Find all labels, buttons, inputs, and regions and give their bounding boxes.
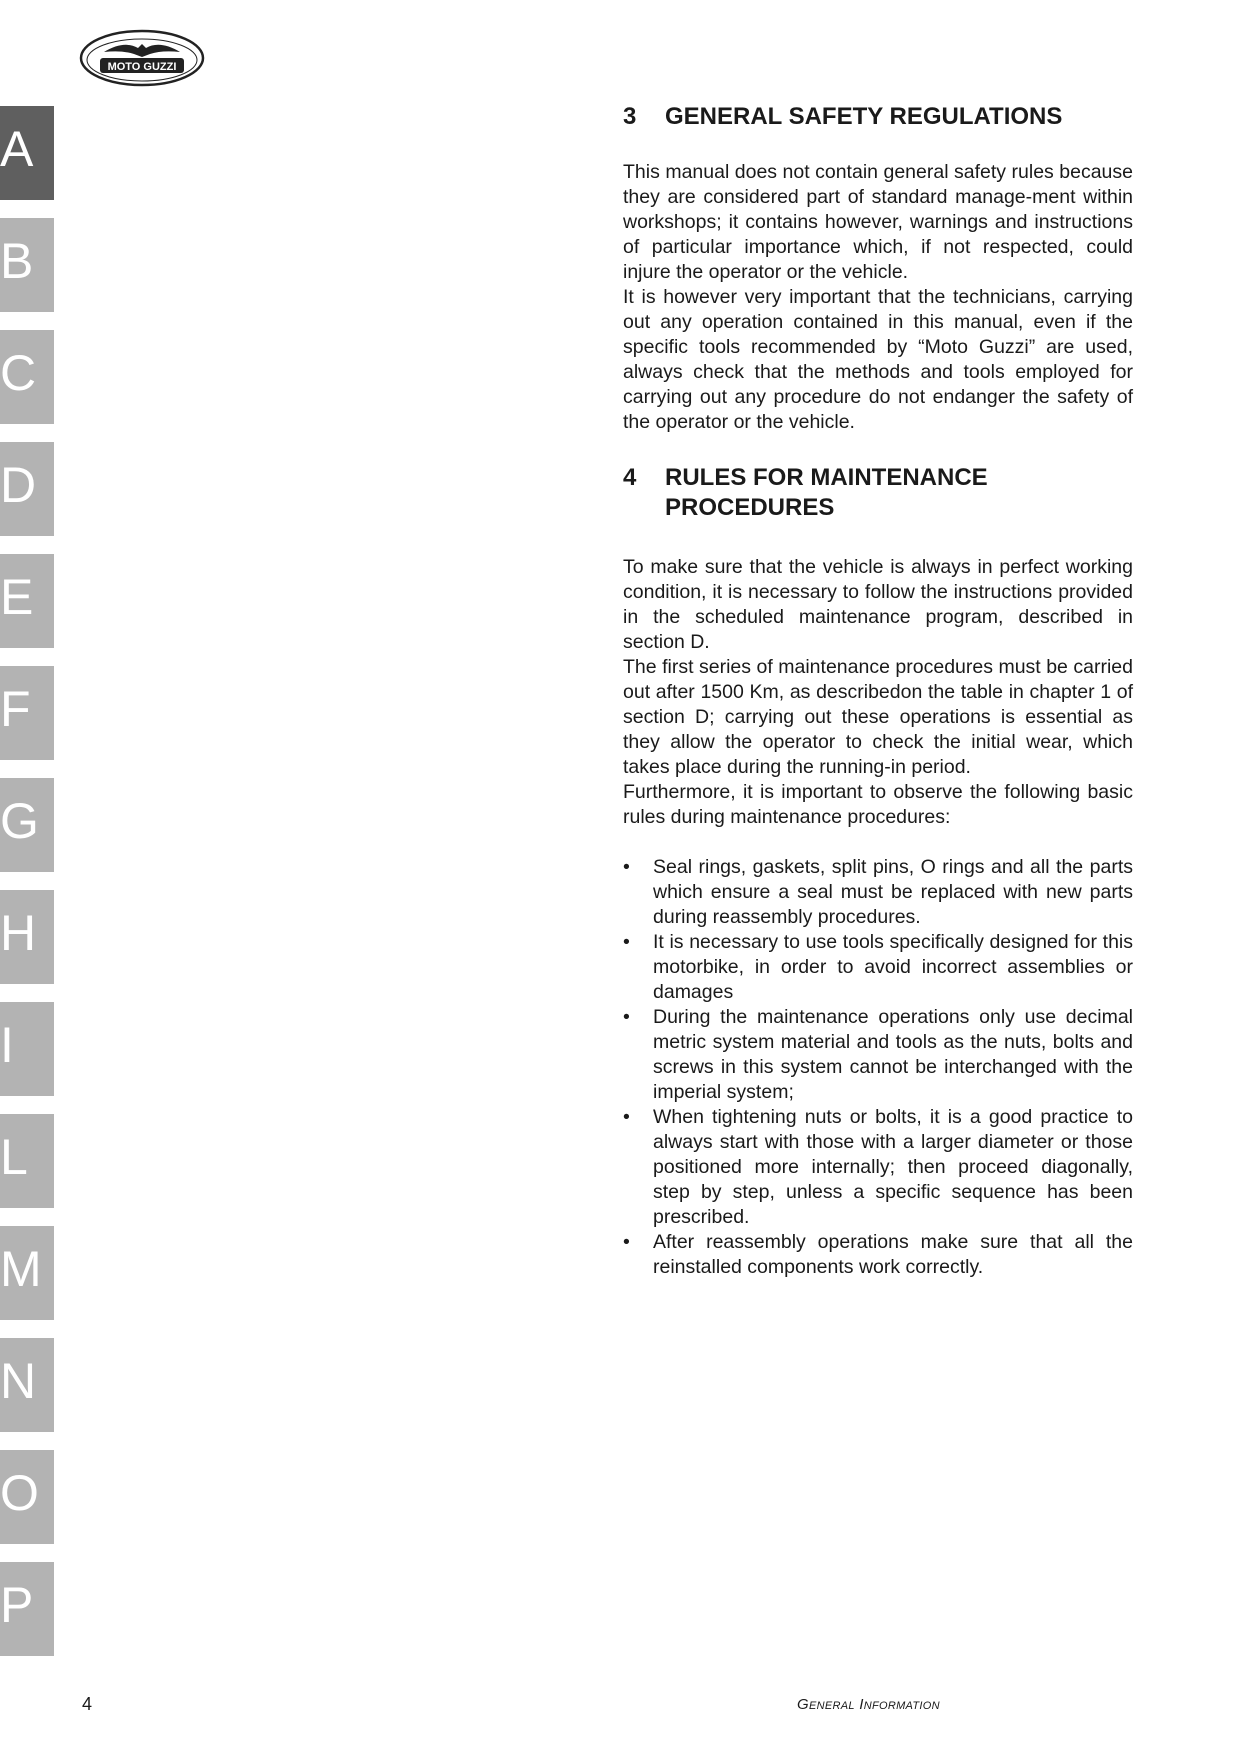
section-tab-e[interactable]: E bbox=[0, 554, 54, 648]
section-heading-maintenance bbox=[623, 463, 1133, 523]
section-tab-a[interactable]: A bbox=[0, 106, 54, 200]
section-tab-b[interactable]: B bbox=[0, 218, 54, 312]
section-tab-i[interactable]: I bbox=[0, 1002, 54, 1096]
logo-text: MOTO GUZZI bbox=[107, 61, 177, 73]
list-item: • When tightening nuts or bolts, it is a good practice to always start with those with a larger diameter or those positioned more internally; then proceed diagonally, step by step, unless a specific sequence has been prescribed. bbox=[623, 1105, 1133, 1230]
list-item: • Seal rings, gaskets, split pins, O rings and all the parts which ensure a seal must be replaced with new parts during reassembly procedures. bbox=[623, 855, 1133, 930]
page-number: 4 bbox=[82, 1694, 93, 1714]
section-tab-l[interactable]: L bbox=[0, 1114, 54, 1208]
section-tab-p[interactable]: P bbox=[0, 1562, 54, 1656]
paragraph: Furthermore, it is important to observe the following basic rules during maintenance procedures: bbox=[623, 781, 1133, 828]
paragraph: It is however very important that the technicians, carrying out any operation contained in this manual, even if the specific tools recommended by “Moto Guzzi” are used, always check that the methods and tools employed for carrying out any procedure do not endanger the safety of the operator or the vehicle. bbox=[623, 286, 1133, 433]
list-item: • After reassembly operations make sure that all the reinstalled components work correctly. bbox=[623, 1230, 1133, 1280]
paragraph: The first series of maintenance procedures must be carried out after 1500 Km, as describedon the table in chapter 1 of section D; carrying out these operations is essential as they allow the operator to check the initial wear, which takes place during the running-in period. bbox=[623, 656, 1133, 778]
section-tab-n[interactable]: N bbox=[0, 1338, 54, 1432]
main-content bbox=[623, 102, 1133, 1280]
paragraph: This manual does not contain general safety rules because they are considered part of standard manage-ment within workshops; it contains however, warnings and instructions of particular importance which, if not respected, could injure the operator or the vehicle. bbox=[623, 161, 1133, 283]
section-title: GENERAL SAFETY REGULATIONS bbox=[665, 103, 1063, 130]
moto-guzzi-logo bbox=[78, 26, 206, 88]
section-number: 4 bbox=[623, 464, 637, 491]
section-tab-m[interactable]: M bbox=[0, 1226, 54, 1320]
maintenance-rules-list bbox=[623, 855, 1133, 1280]
list-item: • It is necessary to use tools specifically designed for this motorbike, in order to avoid incorrect assemblies or damages bbox=[623, 930, 1133, 1005]
list-item: • During the maintenance operations only use decimal metric system material and tools as the nuts, bolts and screws in this system cannot be interchanged with the imperial system; bbox=[623, 1005, 1133, 1105]
eagle-logo-icon bbox=[78, 26, 206, 88]
section-tab-o[interactable]: O bbox=[0, 1450, 54, 1544]
footer-title: General Information bbox=[797, 1696, 940, 1713]
section-tabs bbox=[0, 106, 54, 1674]
section-tab-f[interactable]: F bbox=[0, 666, 54, 760]
paragraph: To make sure that the vehicle is always in perfect working condition, it is necessary to follow the instructions provided in the scheduled maintenance program, described in section D. bbox=[623, 556, 1133, 653]
section-number: 3 bbox=[623, 103, 637, 130]
section-tab-d[interactable]: D bbox=[0, 442, 54, 536]
safety-body bbox=[623, 160, 1133, 435]
section-tab-h[interactable]: H bbox=[0, 890, 54, 984]
section-tab-g[interactable]: G bbox=[0, 778, 54, 872]
section-heading-safety bbox=[623, 102, 1133, 132]
section-tab-c[interactable]: C bbox=[0, 330, 54, 424]
section-title: RULES FOR MAINTENANCE PROCEDURES bbox=[665, 464, 988, 521]
maintenance-body bbox=[623, 555, 1133, 830]
